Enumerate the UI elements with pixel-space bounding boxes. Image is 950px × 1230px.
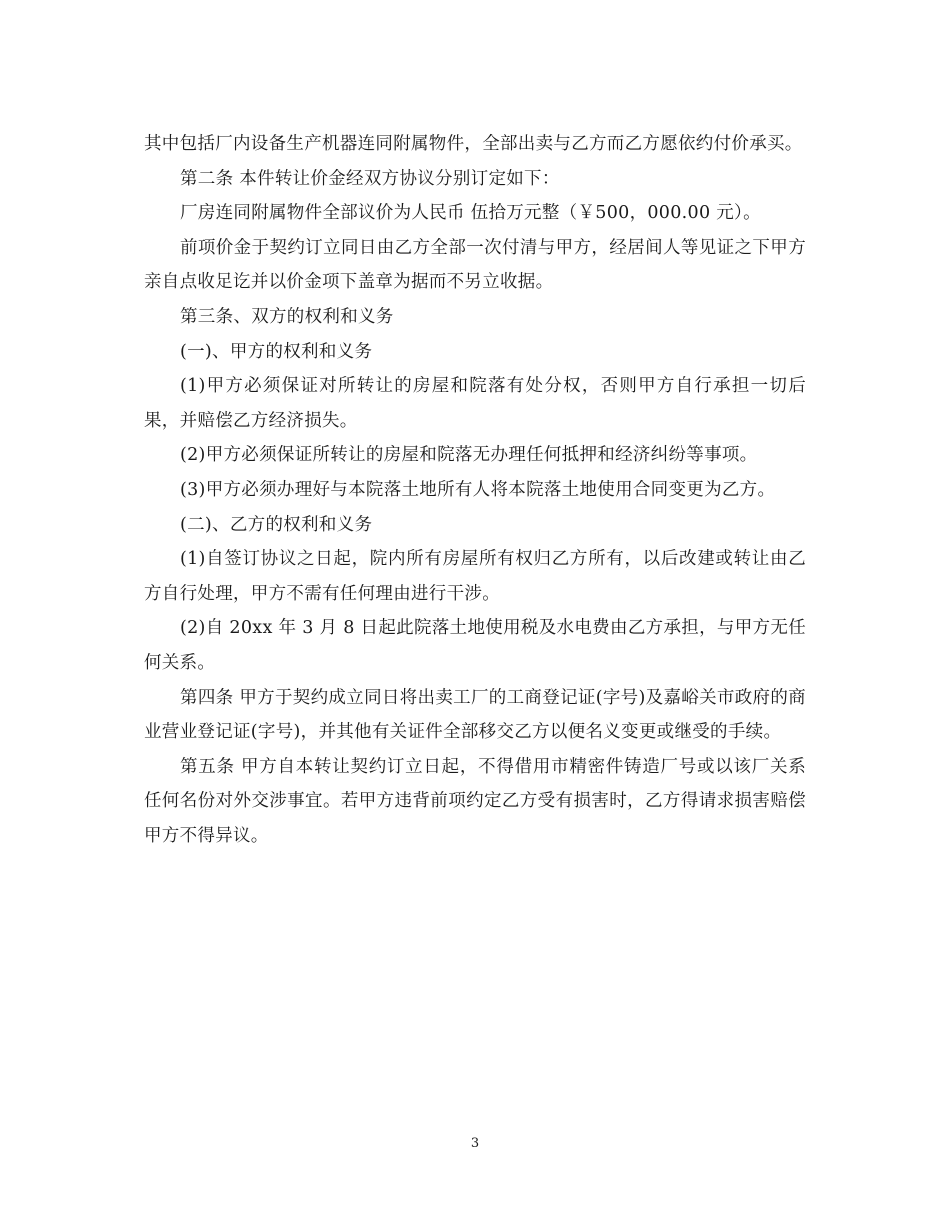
paragraph: (1)自签订协议之日起，院内所有房屋所有权归乙方所有，以后改建或转让由乙方自行处理，甲方不需有任何理由进行干涉。 [144, 549, 806, 604]
paragraph: (2)自 20xx 年 3 月 8 日起此院落土地使用税及水电费由乙方承担，与甲方无任何关系。 [144, 618, 806, 673]
paragraph: 第四条 甲方于契约成立同日将出卖工厂的工商登记证(字号)及嘉峪关市政府的商业营业登记证(字号)，并其他有关证件全部移交乙方以便名义变更或继受的手续。 [144, 687, 806, 743]
paragraph: 前项价金于契约订立同日由乙方全部一次付清与甲方，经居间人等见证之下甲方亲自点收足讫并以价金项下盖章为据而不另立收据。 [144, 237, 806, 293]
paragraph: 其中包括厂内设备生产机器连同附属物件，全部出卖与乙方而乙方愿依约付价承买。 [144, 134, 803, 154]
paragraph: 第三条、双方的权利和义务 [180, 306, 394, 327]
paragraph: (1)甲方必须保证对所转让的房屋和院落有处分权，否则甲方自行承担一切后果，并赔偿乙方经济损失。 [144, 376, 806, 431]
paragraph: (二)、乙方的权利和义务 [180, 514, 373, 535]
paragraph: (3)甲方必须办理好与本院落土地所有人将本院落土地使用合同变更为乙方。 [180, 479, 776, 500]
paragraph: 第二条 本件转让价金经双方协议分别订定如下： [180, 168, 560, 189]
paragraph: (2)甲方必须保证所转让的房屋和院落无办理任何抵押和经济纠纷等事项。 [180, 445, 758, 466]
document-body [144, 127, 806, 853]
paragraph: 第五条 甲方自本转让契约订立日起，不得借用市精密件铸造厂号或以该厂关系任何名份对外交涉事宜。若甲方违背前项约定乙方受有损害时，乙方得请求损害赔偿甲方不得异议。 [144, 756, 806, 846]
page-number: 3 [470, 1136, 480, 1151]
paragraph: 厂房连同附属物件全部议价为人民币 伍拾万元整（￥500，000.00 元）。 [180, 203, 761, 224]
paragraph: (一)、甲方的权利和义务 [180, 341, 373, 362]
